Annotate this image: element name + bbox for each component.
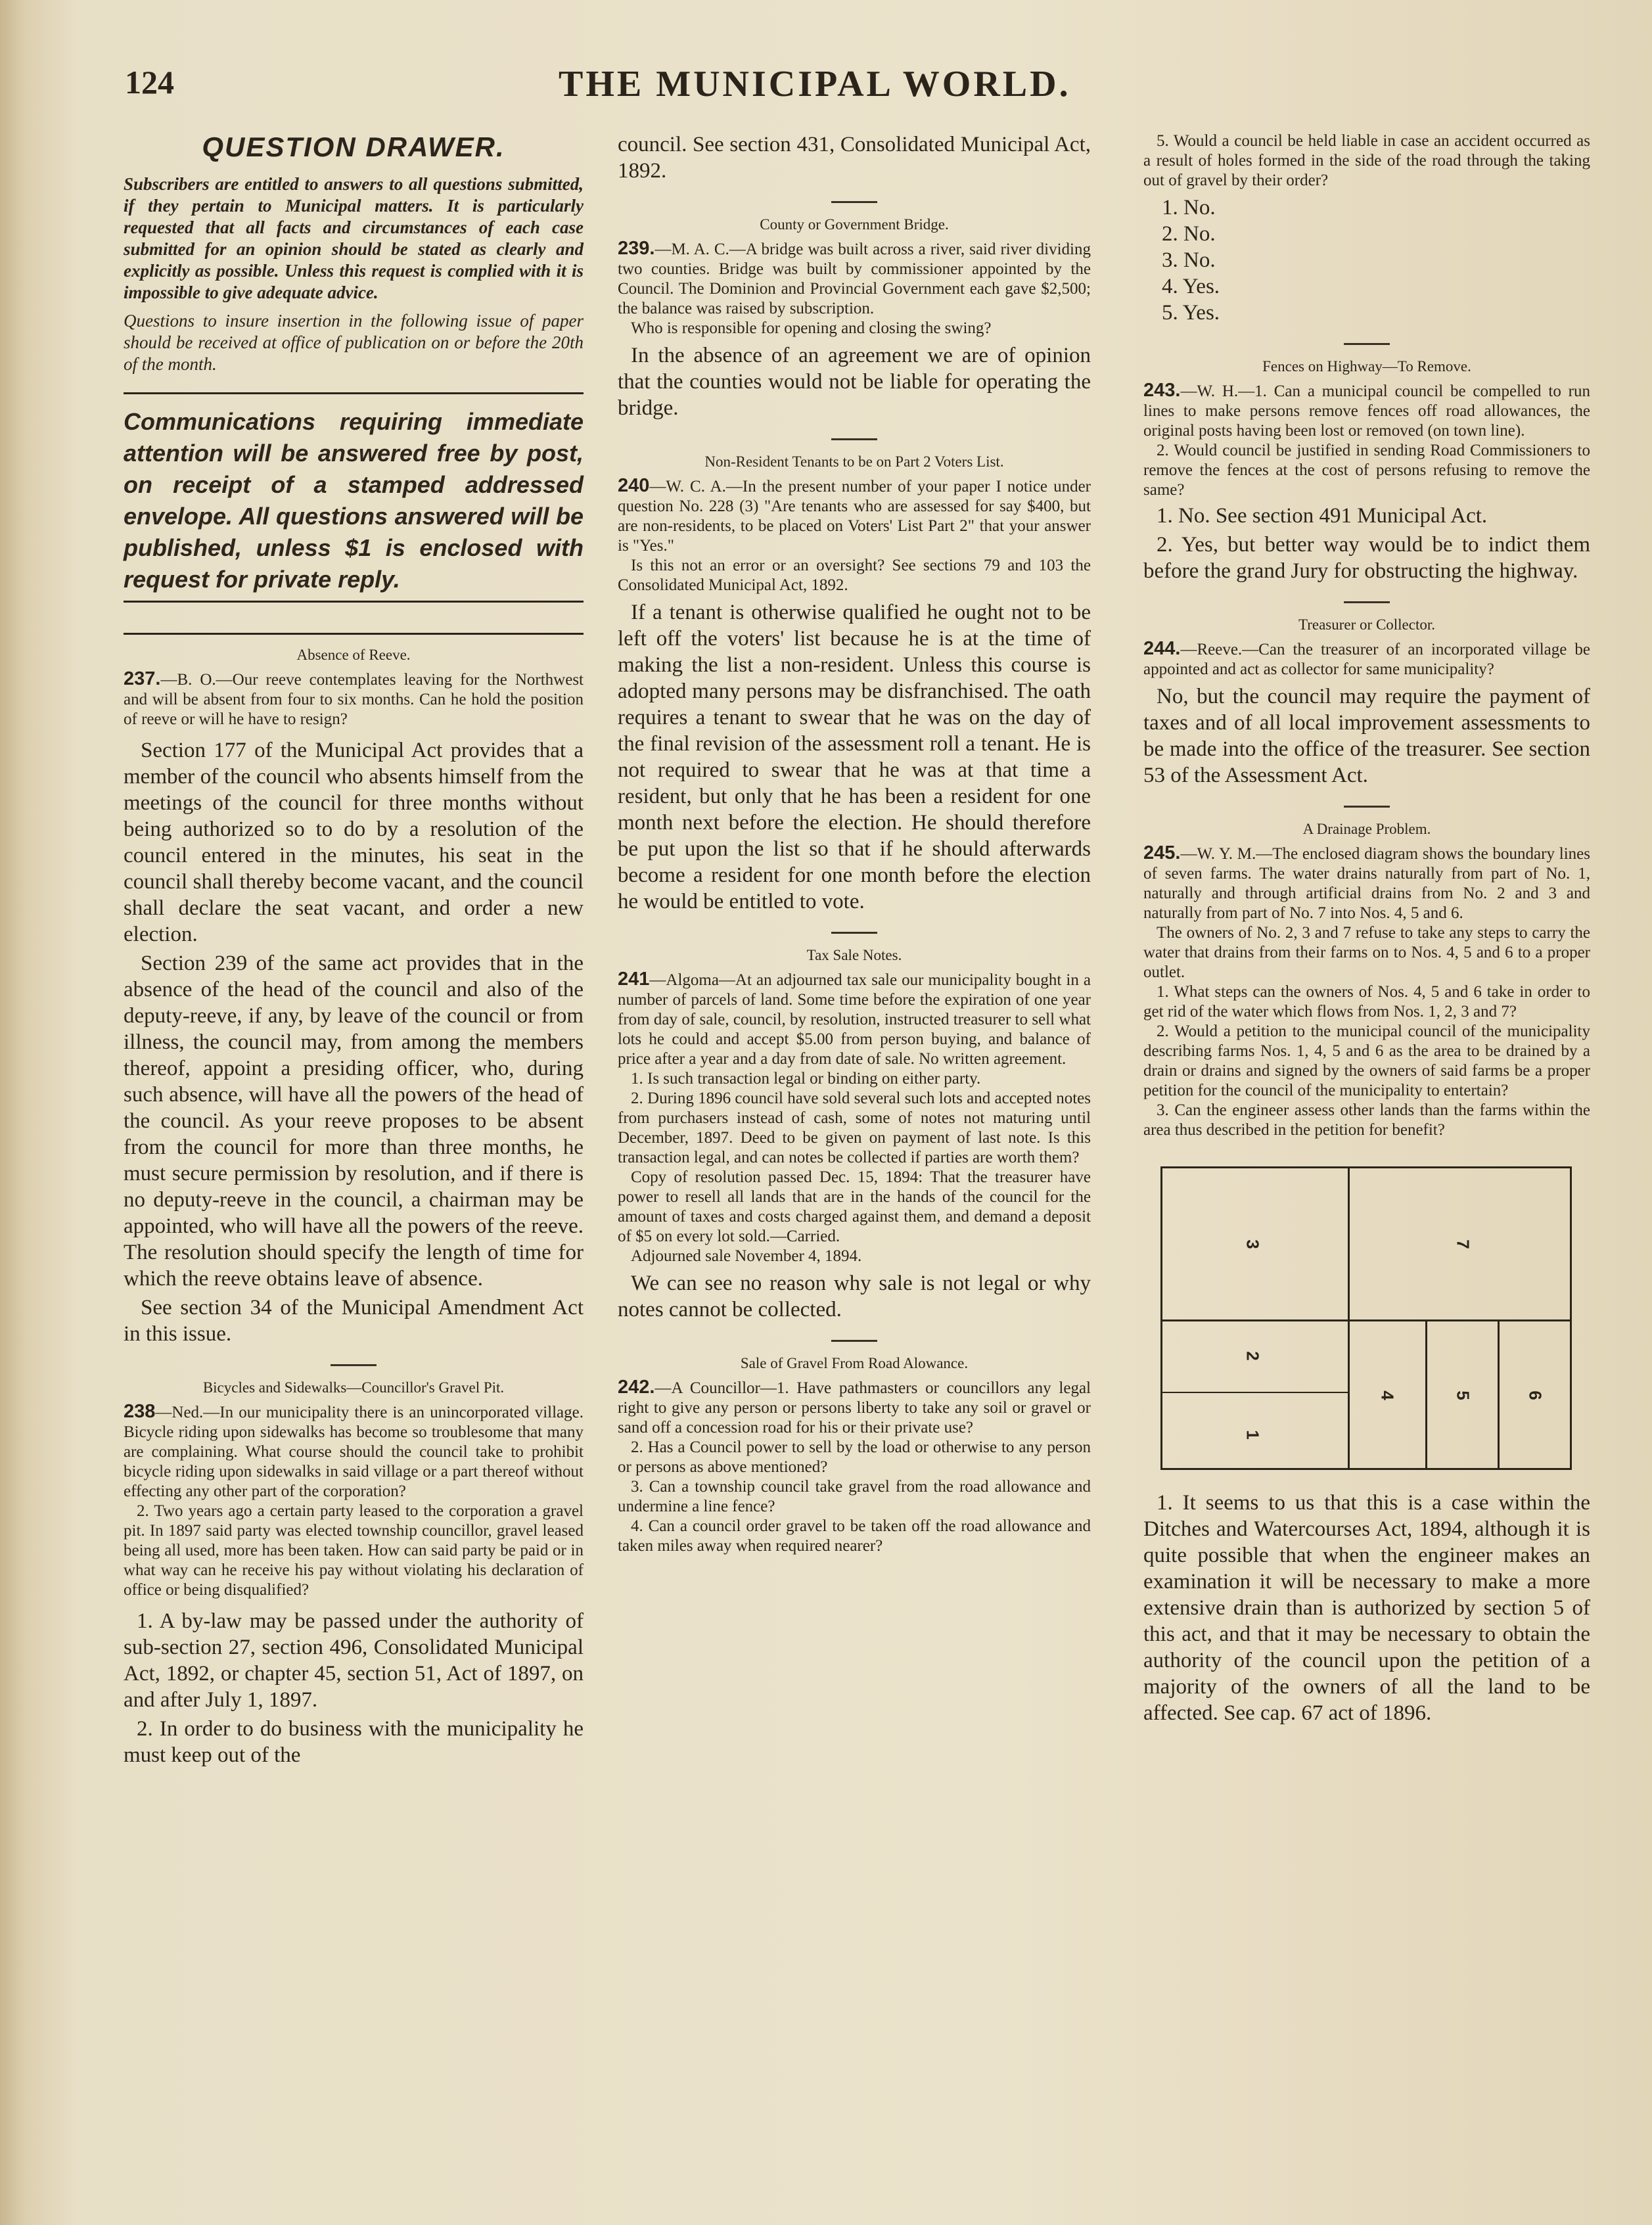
- column-2: [618, 131, 1091, 1556]
- question-text: 1. What steps can the owners of Nos. 4, 5 and 6 take in order to get rid of the water which flows from Nos. 1, 2, 3 and 7?: [1143, 983, 1590, 1021]
- question-number: 237.: [124, 668, 161, 689]
- farm-label: 6: [1525, 1390, 1546, 1400]
- question-text: 5. Would a council be held liable in case an accident occurred as a result of holes formed in the side of the road through the taking out of gravel by their order?: [1143, 132, 1590, 189]
- diagram-boundary-line: [1498, 1321, 1500, 1468]
- answer-item: 5. Yes.: [1162, 301, 1220, 325]
- farm-label: 5: [1453, 1390, 1473, 1400]
- question-drawer-title: QUESTION DRAWER.: [202, 131, 505, 162]
- question-text: Who is responsible for opening and closing the swing?: [631, 319, 992, 337]
- short-divider: [831, 438, 877, 440]
- diagram-boundary-line: [1162, 1319, 1570, 1321]
- page-number: 124: [125, 64, 174, 101]
- question-text: 2. Would council be justified in sending Road Commissioners to remove the fences at the cost of persons refusing to remove the same?: [1143, 442, 1590, 499]
- diagram-boundary-line: [1348, 1168, 1350, 1319]
- heading-drainage-problem: A Drainage Problem.: [1302, 821, 1431, 837]
- question-text: 4. Can a council order gravel to be taken off the road allowance and taken miles away when required nearer?: [618, 1517, 1091, 1555]
- question-text: 3. Can a township council take gravel from the road allowance and undermine a line fence?: [618, 1478, 1091, 1515]
- question-245: [1143, 843, 1590, 923]
- question-text: 1. Is such transaction legal or binding on either party.: [631, 1070, 981, 1088]
- heading-bicycles-sidewalks: Bicycles and Sidewalks—Councillor's Gravel Pit.: [202, 1379, 505, 1396]
- deadline-paragraph: Questions to insure insertion in the following issue of paper should be received at office of publication on or before the 20th of the month.: [124, 311, 584, 374]
- question-number: 239.: [618, 238, 655, 259]
- question-text: —Reeve.—Can the treasurer of an incorporated village be appointed and act as collector for same municipality?: [1143, 641, 1590, 678]
- short-divider: [831, 932, 877, 934]
- heading-county-bridge: County or Government Bridge.: [760, 216, 949, 233]
- short-divider: [1344, 601, 1390, 603]
- question-text: 2. During 1896 council have sold several such lots and accepted notes from purchasers instead of cash, some of notes not maturing until December, 1897. Deed to be given on payment of last note. Is this transaction legal, and can notes be collected if parties are worth them?: [618, 1090, 1091, 1166]
- answer-item: 2. No.: [1162, 222, 1216, 246]
- divider: [124, 633, 584, 635]
- page-header: [118, 63, 1564, 116]
- answer-paragraph: No, but the council may require the payment of taxes and of all local improvement assessments to be made into the office of the treasurer. See section 53 of the Assessment Act.: [1143, 685, 1590, 787]
- answer-paragraph: 1. No. See section 491 Municipal Act.: [1157, 504, 1488, 528]
- farm-label: 2: [1243, 1351, 1263, 1361]
- question-text: 2. Two years ago a certain party leased to the corporation a gravel pit. In 1897 said party was elected township councillor, gravel leased being all used, more has been taken. How can said party be paid or in what way can he receive his pay without violating his declaration of office or being disqualified?: [124, 1502, 584, 1599]
- question-text: —W. H.—1. Can a municipal council be compelled to run lines to make persons remove fences off road allowances, the original posts having been lost or removed (on town line).: [1143, 382, 1590, 440]
- question-241: [618, 969, 1091, 1069]
- question-text: 2. Has a Council power to sell by the load or otherwise to any person or persons as above mentioned?: [618, 1438, 1091, 1476]
- answer-item: 1. No.: [1162, 196, 1216, 219]
- short-divider: [1344, 806, 1390, 808]
- question-text: Adjourned sale November 4, 1894.: [631, 1247, 862, 1265]
- question-text: The owners of No. 2, 3 and 7 refuse to take any steps to carry the water that drains from their farms on to Nos. 4, 5 and 6 to a proper outlet.: [1143, 924, 1590, 981]
- question-text: —W. Y. M.—The enclosed diagram shows the boundary lines of seven farms. The water drains naturally from part of No. 1, naturally and through artificial drains from No. 2 and 3 and naturally from part of No. 7 into Nos. 4, 5 and 6.: [1143, 845, 1590, 922]
- answer-paragraph: 2. In order to do business with the municipality he must keep out of the: [124, 1717, 584, 1767]
- heading-fences-on-highway: Fences on Highway—To Remove.: [1262, 358, 1471, 375]
- page-title: THE MUNICIPAL WORLD.: [559, 64, 1071, 104]
- question-242: [618, 1377, 1091, 1438]
- farm-label: 7: [1453, 1239, 1473, 1249]
- question-text: 3. Can the engineer assess other lands than the farms within the area thus described in the petition for benefit?: [1143, 1101, 1590, 1139]
- heading-sale-of-gravel: Sale of Gravel From Road Alowance.: [740, 1355, 969, 1371]
- answer-paragraph: Section 177 of the Municipal Act provides that a member of the council who absents himself from the meetings of the council for three months without being authorized so to do by a resolution of the council entered in the minutes, his seat in the council shall thereby become vacant, and the council shall declare the seat vacant, and order a new election.: [124, 739, 584, 946]
- question-text: Copy of resolution passed Dec. 15, 1894: That the treasurer have power to resell all lands that are in the hands of the council for the amount of taxes and costs charged against them, and demand a deposit of $5 on every lot sold.—Carried.: [618, 1168, 1091, 1245]
- question-text: —Ned.—In our municipality there is an unincorporated village. Bicycle riding upon sidewalks has become so troublesome that many are complaining. What course should the council take to prohibit bicycle riding upon sidewalks in said village or a part thereof without effecting any other part of the corporation?: [124, 1404, 584, 1500]
- question-number: 243.: [1143, 380, 1181, 401]
- divider: [124, 601, 584, 603]
- farm-label: 4: [1377, 1390, 1398, 1400]
- question-text: —M. A. C.—A bridge was built across a river, said river dividing two counties. Bridge was built by commissioner appointed by the Council. The Dominion and Provincial Government each gave $2,500; the balance was raised by subscription.: [618, 241, 1091, 317]
- question-238: [124, 1402, 584, 1502]
- short-divider: [1344, 343, 1390, 345]
- column-3: [1143, 131, 1590, 1726]
- question-text: —Algoma—At an adjourned tax sale our municipality bought in a number of parcels of land. Some time before the expiration of one year from day of sale, council, by resolution, instructed treasurer to sell what lots he could and accept $5.00 from person buying, and balance of price after a year and a day from date of sale. No written agreement.: [618, 971, 1091, 1068]
- diagram-boundary-line: [1162, 1392, 1348, 1393]
- farm-label: 1: [1243, 1430, 1263, 1440]
- short-divider: [831, 1340, 877, 1342]
- question-number: 242.: [618, 1377, 655, 1398]
- question-text: Is this not an error or an oversight? See sections 79 and 103 the Consolidated Municipal Act, 1892.: [618, 557, 1091, 594]
- question-text: 2. Would a petition to the municipal council of the municipality describing farms Nos. 1, 4, 5 and 6 as the area to be drained by a drain or drains and signed by the owners of said farms be a proper petition for the council of the municipality to entertain?: [1143, 1022, 1590, 1099]
- answer-paragraph: 1. A by-law may be passed under the authority of sub-section 27, section 496, Consolidated Municipal Act, 1892, or chapter 45, section 51, Act of 1897, on and after July 1, 1897.: [124, 1609, 584, 1712]
- question-text: —B. O.—Our reeve contemplates leaving for the Northwest and will be absent from four to six months. Can he hold the position of reeve or will he have to resign?: [124, 671, 584, 728]
- heading-non-resident-tenants: Non-Resident Tenants to be on Part 2 Voters List.: [704, 453, 1004, 470]
- answer-paragraph: In the absence of an agreement we are of opinion that the counties would not be liable for operating the bridge.: [618, 344, 1091, 420]
- answer-paragraph: If a tenant is otherwise qualified he ought not to be left off the voters' list because he is at the time of making the list a non-resident. Unless this course is adopted many persons may be disfranchised. The oath requires a tenant to swear that he was on the day of the final revision of the assessment roll a tenant. He is not required to swear that he was at that time a resident, but only that he has been a resident for one month next before the election. He should therefore be put upon the list so that if he should afterwards become a resident for one month before the election he would be entitled to vote.: [618, 601, 1091, 913]
- question-text: —W. C. A.—In the present number of your paper I notice under question No. 228 (3) "Are tenants who are assessed for say $400, but are non-residents, to be placed on Voters' List Part 2" that your answer is "Yes.": [618, 478, 1091, 555]
- question-text: —A Councillor—1. Have pathmasters or councillors any legal right to give any person or persons liberty to take any soil or gravel or sand off a concession road for his or their private use?: [618, 1379, 1091, 1436]
- diagram-boundary-line: [1425, 1321, 1427, 1468]
- question-240: [618, 476, 1091, 556]
- farm-boundary-diagram: [1160, 1166, 1572, 1470]
- answer-paragraph: 2. Yes, but better way would be to indict them before the grand Jury for obstructing the highway.: [1143, 533, 1590, 583]
- answer-list: [1162, 195, 1590, 326]
- question-237: [124, 669, 584, 729]
- short-divider: [331, 1364, 377, 1366]
- answer-paragraph: We can see no reason why sale is not legal or why notes cannot be collected.: [618, 1272, 1091, 1321]
- question-244: [1143, 639, 1590, 679]
- answer-paragraph: See section 34 of the Municipal Amendment Act in this issue.: [124, 1296, 584, 1346]
- answer-paragraph: Section 239 of the same act provides that in the absence of the head of the council and also of the deputy-reeve, if any, by leave of the council or from illness, the council may, from among the members thereof, appoint a presiding officer, who, during such absence, will have all the powers of the head of the council. As your reeve proposes to be absent from the council for more than three months, he must secure permission by resolution, and if there is no deputy-reeve in the council, a chairman may be appointed, who will have all the powers of the reeve. The resolution should specify the length of time for which the reeve obtains leave of absence.: [124, 952, 584, 1291]
- question-number: 238: [124, 1401, 156, 1422]
- short-divider: [831, 201, 877, 203]
- question-number: 240: [618, 475, 650, 496]
- heading-tax-sale-notes: Tax Sale Notes.: [806, 947, 902, 963]
- answer-paragraph: 1. It seems to us that this is a case within the Ditches and Watercourses Act, 1894, although it is quite possible that when the engineer makes an examination it will be necessary to make a more extensive drain than is authorized by section 5 of this act, and that it may be necessary to obtain the authority of the council upon the petition of a majority of the owners of all the land to be affected. See cap. 67 act of 1896.: [1143, 1491, 1590, 1725]
- question-239: [618, 239, 1091, 319]
- question-243: [1143, 380, 1590, 441]
- farm-label: 3: [1243, 1239, 1263, 1249]
- question-number: 244.: [1143, 638, 1181, 659]
- continued-text: council. See section 431, Consolidated Municipal Act, 1892.: [618, 133, 1091, 183]
- question-number: 241: [618, 969, 650, 990]
- heading-absence-of-reeve: Absence of Reeve.: [296, 647, 411, 663]
- answer-item: 3. No.: [1162, 248, 1216, 272]
- communications-notice: Communications requiring immediate attention will be answered free by post, on receipt of a stamped addressed envelope. All questions answered will be published, unless $1 is enclosed with request for private reply.: [124, 408, 584, 593]
- divider: [124, 392, 584, 394]
- heading-treasurer-collector: Treasurer or Collector.: [1298, 616, 1436, 633]
- answer-item: 4. Yes.: [1162, 275, 1220, 298]
- column-1: [124, 131, 584, 1768]
- question-number: 245.: [1143, 842, 1181, 863]
- intro-paragraph: Subscribers are entitled to answers to all questions submitted, if they pertain to Municipal matters. It is particularly requested that all facts and circumstances of each case submitted for an opinion should be stated as clearly and explicitly as possible. Unless this request is complied with it is impossible to give adequate advice.: [124, 174, 584, 302]
- diagram-boundary-line: [1348, 1319, 1350, 1468]
